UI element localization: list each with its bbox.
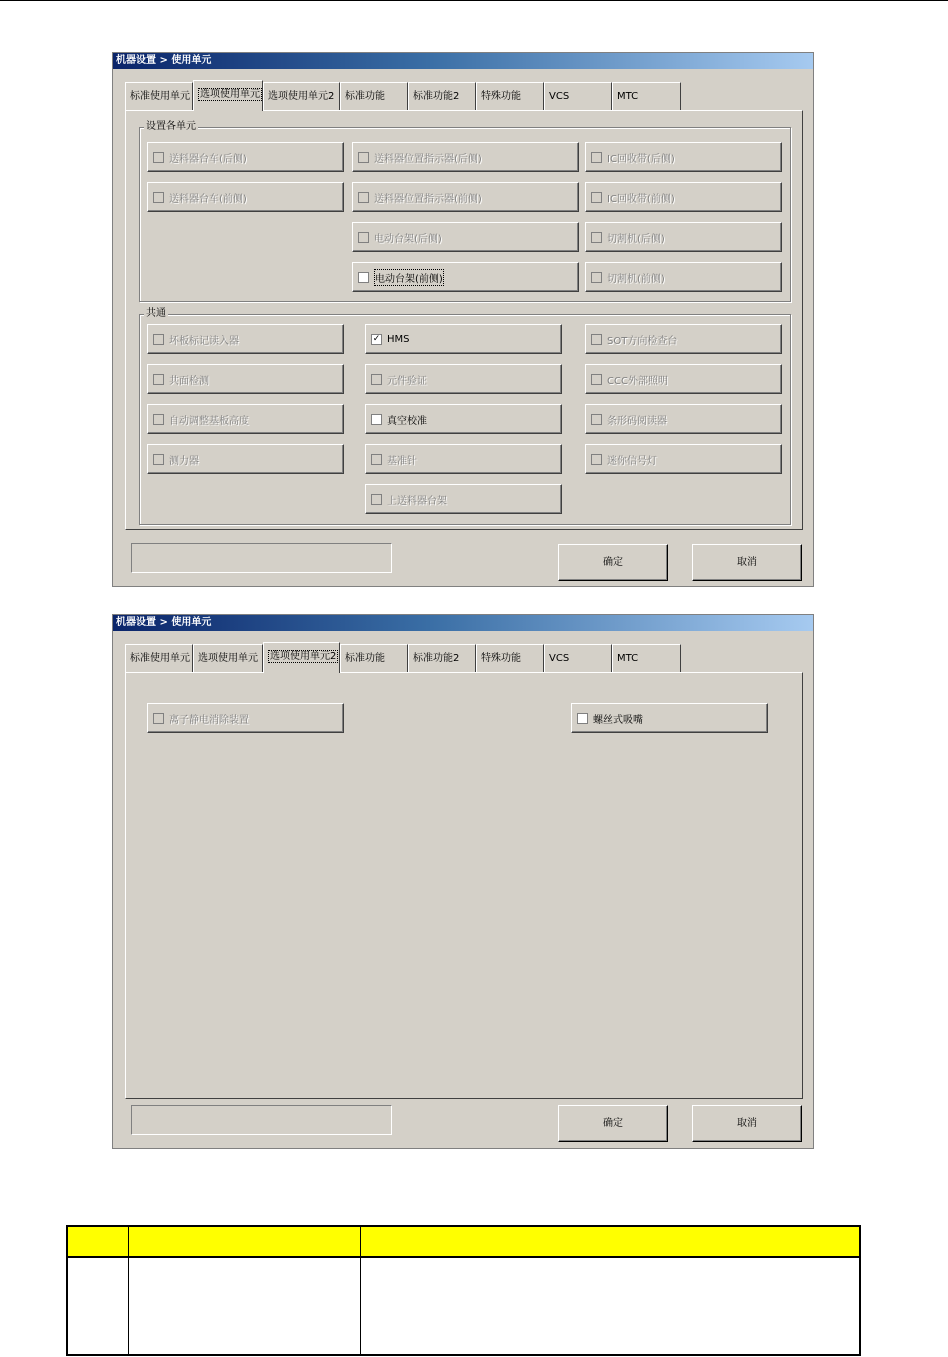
checkbox-vacuum-calibration[interactable]: 真空校准 bbox=[365, 404, 562, 434]
group-common bbox=[139, 308, 791, 525]
checkmark-icon: ✓ bbox=[372, 333, 381, 344]
checkbox-icon bbox=[358, 192, 369, 203]
ok-button[interactable]: 确定 bbox=[558, 544, 668, 581]
tab-mtc[interactable]: MTC bbox=[612, 644, 681, 672]
checkbox-cutter-front[interactable]: 切割机(前侧) bbox=[585, 262, 782, 292]
tab-panel bbox=[125, 110, 803, 530]
table-header-row bbox=[68, 1227, 859, 1258]
checkbox-icon bbox=[358, 152, 369, 163]
tab-special-functions[interactable]: 特殊功能 bbox=[476, 644, 544, 672]
checkbox-hms[interactable]: ✓ HMS bbox=[365, 324, 562, 354]
window-title: 机器设置 > 使用单元 bbox=[113, 615, 813, 631]
tab-standard-units[interactable]: 标准使用单元 bbox=[125, 82, 193, 110]
cancel-button[interactable]: 取消 bbox=[692, 1105, 802, 1142]
cancel-button[interactable]: 取消 bbox=[692, 544, 802, 581]
tab-vcs[interactable]: VCS bbox=[544, 82, 612, 110]
checkbox-electric-stand-front[interactable]: 电动台架(前侧) bbox=[352, 262, 579, 292]
tab-option-units[interactable]: 选项使用单元 bbox=[193, 644, 263, 672]
tab-option-units-2[interactable]: 选项使用单元2 bbox=[263, 82, 340, 110]
checkbox-bad-mark-reader[interactable]: 坏板标记读入器 bbox=[147, 324, 344, 354]
tab-standard-functions-2[interactable]: 标准功能2 bbox=[408, 82, 476, 110]
checkbox-upper-feeder-stand[interactable]: 上送料器台架 bbox=[365, 484, 562, 514]
checkbox-ccc-external-lighting[interactable]: CCC外部照明 bbox=[585, 364, 782, 394]
tab-standard-functions[interactable]: 标准功能 bbox=[340, 82, 408, 110]
checkbox-icon bbox=[371, 454, 382, 465]
checkbox-icon bbox=[153, 414, 164, 425]
checkbox-icon bbox=[153, 374, 164, 385]
checkbox-icon bbox=[371, 374, 382, 385]
checkbox-ic-collection-belt-rear[interactable]: IC回收带(后侧) bbox=[585, 142, 782, 172]
machine-settings-window-2 bbox=[112, 614, 814, 1149]
checkbox-icon bbox=[577, 713, 588, 724]
checkbox-feeder-position-indicator-front[interactable]: 送料器位置指示器(前侧) bbox=[352, 182, 579, 212]
checkbox-icon bbox=[153, 192, 164, 203]
document-table bbox=[66, 1225, 861, 1356]
machine-settings-window-1 bbox=[112, 52, 814, 587]
tab-panel bbox=[125, 672, 803, 1099]
checkbox-icon bbox=[358, 272, 369, 283]
checkbox-icon bbox=[591, 334, 602, 345]
checkbox-icon bbox=[153, 454, 164, 465]
column-divider bbox=[360, 1227, 361, 1354]
tab-option-units-2[interactable]: 选项使用单元2 bbox=[263, 642, 340, 673]
tab-standard-functions[interactable]: 标准功能 bbox=[340, 644, 408, 672]
checkbox-barcode-reader[interactable]: 条形码阅读器 bbox=[585, 404, 782, 434]
checkbox-screw-nozzle[interactable]: 螺丝式吸嘴 bbox=[571, 703, 768, 733]
checkbox-reference-pin[interactable]: 基准针 bbox=[365, 444, 562, 474]
checkbox-icon bbox=[591, 152, 602, 163]
tab-standard-functions-2[interactable]: 标准功能2 bbox=[408, 644, 476, 672]
status-field bbox=[131, 543, 392, 573]
tab-mtc[interactable]: MTC bbox=[612, 82, 681, 110]
checkbox-icon bbox=[591, 454, 602, 465]
checkbox-icon bbox=[358, 232, 369, 243]
checkbox-icon bbox=[591, 192, 602, 203]
checkbox-icon bbox=[591, 272, 602, 283]
group-unit-settings bbox=[139, 121, 791, 302]
checkbox-icon bbox=[371, 414, 382, 425]
column-divider bbox=[128, 1227, 129, 1354]
checkbox-icon bbox=[591, 414, 602, 425]
ok-button[interactable]: 确定 bbox=[558, 1105, 668, 1142]
checkbox-icon bbox=[591, 374, 602, 385]
checkbox-ic-collection-belt-front[interactable]: IC回收带(前侧) bbox=[585, 182, 782, 212]
checkbox-icon bbox=[371, 494, 382, 505]
tab-standard-units[interactable]: 标准使用单元 bbox=[125, 644, 193, 672]
checkbox-icon bbox=[153, 334, 164, 345]
checkbox-component-verification[interactable]: 元件验证 bbox=[365, 364, 562, 394]
checkbox-icon bbox=[153, 713, 164, 724]
window-title: 机器设置 > 使用单元 bbox=[113, 53, 813, 69]
checkbox-coplanarity-check[interactable]: 共面检测 bbox=[147, 364, 344, 394]
tab-option-units[interactable]: 选项使用单元 bbox=[193, 80, 263, 111]
page-top-rule bbox=[0, 0, 948, 1]
checkbox-feeder-position-indicator-rear[interactable]: 送料器位置指示器(后侧) bbox=[352, 142, 579, 172]
checkbox-force-gauge[interactable]: 测力器 bbox=[147, 444, 344, 474]
checkbox-feeder-cart-front[interactable]: 送料器台车(前侧) bbox=[147, 182, 344, 212]
checkbox-mini-signal-tower[interactable]: 迷你信号灯 bbox=[585, 444, 782, 474]
tab-special-functions[interactable]: 特殊功能 bbox=[476, 82, 544, 110]
checkbox-icon bbox=[591, 232, 602, 243]
checkbox-feeder-cart-rear[interactable]: 送料器台车(后侧) bbox=[147, 142, 344, 172]
checkbox-icon bbox=[153, 152, 164, 163]
checkbox-cutter-rear[interactable]: 切割机(后侧) bbox=[585, 222, 782, 252]
status-field bbox=[131, 1105, 392, 1135]
checkbox-sot-direction-check[interactable]: SOT方向检查台 bbox=[585, 324, 782, 354]
group-title: 设置各单元 bbox=[146, 121, 196, 132]
group-title: 共通 bbox=[146, 308, 166, 319]
checkbox-auto-board-height[interactable]: 自动调整基板高度 bbox=[147, 404, 344, 434]
checkbox-electric-stand-rear[interactable]: 电动台架(后侧) bbox=[352, 222, 579, 252]
checkbox-ion-static-eliminator[interactable]: 离子静电消除装置 bbox=[147, 703, 344, 733]
tab-vcs[interactable]: VCS bbox=[544, 644, 612, 672]
